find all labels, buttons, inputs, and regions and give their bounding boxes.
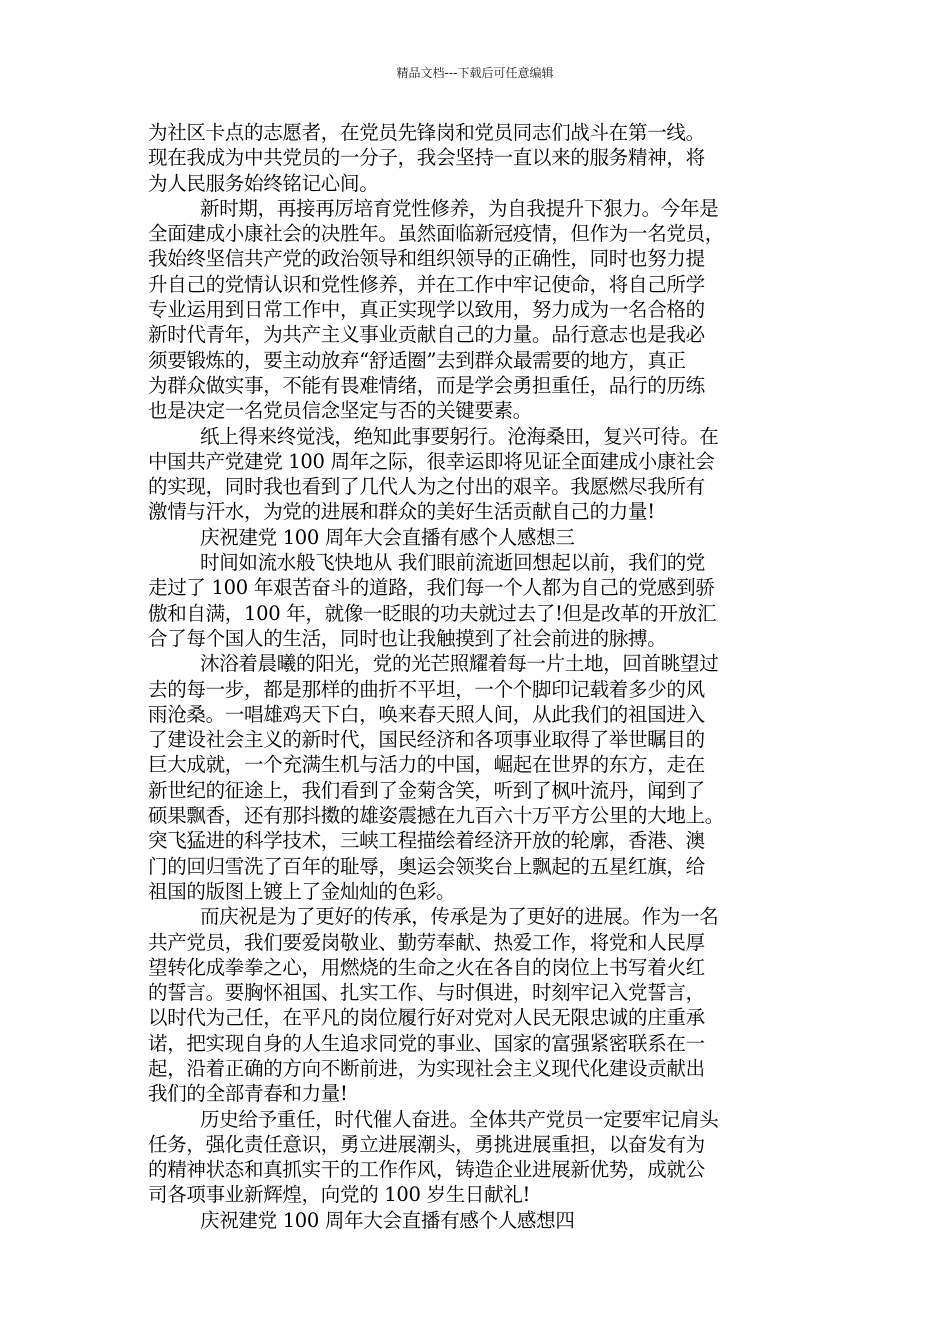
text-line: 的誓言。要胸怀祖国、扎实工作、与时俱进，时刻牢记入党誓言，	[148, 981, 705, 1005]
text-line: 诺，把实现自身的人生追求同党的事业、国家的富强紧密联系在一	[148, 1031, 705, 1055]
text-line: 傲和自满，100 年，就像一眨眼的功夫就过去了!但是改革的开放汇	[148, 601, 717, 625]
text-line: 须要锻炼的，要主动放弃“舒适圈”去到群众最需要的地方，真正	[148, 348, 686, 372]
text-line: 祖国的版图上镀上了金灿灿的色彩。	[148, 879, 456, 903]
text-line: 去的每一步，都是那样的曲折不平坦，一个个脚印记载着多少的风	[148, 677, 705, 701]
text-line: 而庆祝是为了更好的传承，传承是为了更好的进展。作为一名	[200, 905, 719, 929]
text-line: 任务，强化责任意识，勇立进展潮头，勇挑进展重担，以奋发有为	[148, 1132, 705, 1156]
text-line: 走过了 100 年艰苦奋斗的道路，我们每一个人都为自己的党感到骄	[148, 576, 715, 600]
document-body	[148, 120, 808, 1233]
text-line: 雨沧桑。一唱雄鸡天下白，唤来春天照人间，从此我们的祖国进入	[148, 702, 705, 726]
text-line: 激情与汗水，为党的进展和群众的美好生活贡献自己的力量!	[148, 500, 655, 524]
text-line: 合了每个国人的生活，同时也让我触摸到了社会前进的脉搏。	[148, 626, 667, 650]
text-line: 庆祝建党 100 周年大会直播有感个人感想三	[200, 525, 575, 549]
text-line: 我们的全部青春和力量!	[148, 1082, 348, 1106]
text-line: 专业运用到日常工作中，真正实现学以致用，努力成为一名合格的	[148, 298, 705, 322]
text-line: 现在我成为中共党员的一分子，我会坚持一直以来的服务精神，将	[148, 146, 705, 170]
text-line: 为群众做实事，不能有畏难情绪，而是学会勇担重任，品行的历练	[148, 373, 705, 397]
text-line: 了建设社会主义的新时代，国民经济和各项事业取得了举世瞩目的	[148, 728, 705, 752]
text-line: 新时代青年，为共产主义事业贡献自己的力量。品行意志也是我必	[148, 323, 705, 347]
text-line: 新世纪的征途上，我们看到了金菊含笑，听到了枫叶流丹，闻到了	[148, 778, 705, 802]
text-line: 时间如流水般飞快地从 我们眼前流逝回想起以前，我们的党	[200, 551, 706, 575]
text-line: 中国共产党建党 100 周年之际，很幸运即将见证全面建成小康社会	[148, 449, 715, 473]
text-line: 沐浴着晨曦的阳光，党的光芒照耀着每一片土地，回首眺望过	[200, 652, 719, 676]
text-line: 也是决定一名党员信念坚定与否的关键要素。	[148, 399, 533, 423]
text-line: 历史给予重任，时代催人奋进。全体共产党员一定要牢记肩头	[200, 1107, 719, 1131]
text-line: 庆祝建党 100 周年大会直播有感个人感想四	[200, 1208, 575, 1232]
text-line: 的实现，同时我也看到了几代人为之付出的艰辛。我愿燃尽我所有	[148, 475, 705, 499]
text-line: 纸上得来终觉浅，绝知此事要躬行。沧海桑田，复兴可待。在	[200, 424, 719, 448]
text-line: 巨大成就，一个充满生机与活力的中国，崛起在世界的东方，走在	[148, 753, 705, 777]
text-line: 为人民服务始终铭记心间。	[148, 171, 379, 195]
text-line: 以时代为己任，在平凡的岗位履行好对党对人民无限忠诚的庄重承	[148, 1006, 705, 1030]
text-line: 共产党员，我们要爱岗敬业、勤劳奉献、热爱工作，将党和人民厚	[148, 930, 705, 954]
text-line: 全面建成小康社会的决胜年。虽然面临新冠疫情，但作为一名党员，	[148, 222, 725, 246]
text-line: 升自己的党情认识和党性修养，并在工作中牢记使命，将自己所学	[148, 272, 705, 296]
text-line: 门的回归雪洗了百年的耻辱，奥运会领奖台上飘起的五星红旗，给	[148, 854, 705, 878]
text-line: 新时期，再接再厉培育党性修养，为自我提升下狠力。今年是	[200, 196, 719, 220]
page-header: 精品文档---下载后可任意编辑	[396, 66, 554, 80]
text-line: 望转化成拳拳之心，用燃烧的生命之火在各自的岗位上书写着火红	[148, 955, 705, 979]
text-line: 硕果飘香，还有那抖擞的雄姿震撼在九百六十万平方公里的大地上。	[148, 804, 725, 828]
text-line: 的精神状态和真抓实干的工作作风，铸造企业进展新优势，成就公	[148, 1158, 705, 1182]
text-line: 为社区卡点的志愿者，在党员先锋岗和党员同志们战斗在第一线。	[148, 121, 705, 144]
text-line: 突飞猛进的科学技术，三峡工程描绘着经济开放的轮廓，香港、澳	[148, 829, 705, 853]
text-line: 起，沿着正确的方向不断前进，为实现社会主义现代化建设贡献出	[148, 1056, 705, 1080]
text-line: 司各项事业新辉煌，向党的 100 岁生日献礼!	[148, 1183, 531, 1207]
text-line: 我始终坚信共产党的政治领导和组织领导的正确性，同时也努力提	[148, 247, 705, 271]
